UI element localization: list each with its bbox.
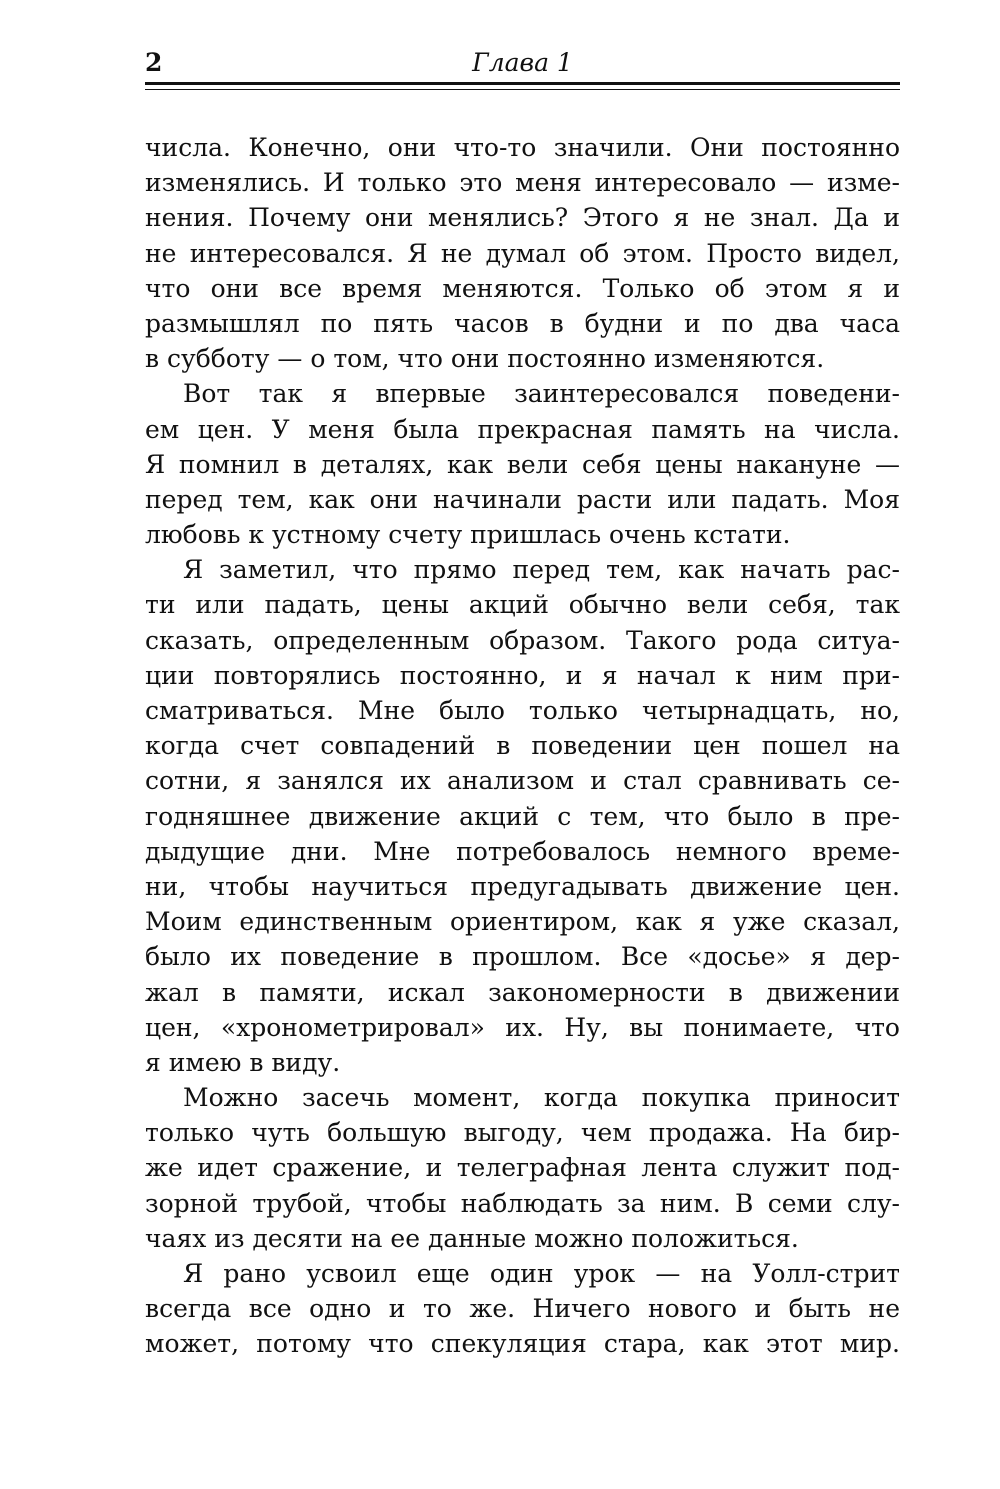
- text-line: в субботу — о том, что они постоянно изменяются.: [145, 344, 825, 374]
- text-line: зорной трубой, чтобы наблюдать за ним. В семи слу-: [145, 1188, 900, 1218]
- text-line: Я рано усвоил еще один урок — на Уолл-стрит: [183, 1259, 900, 1288]
- text-line: было их поведение в прошлом. Все «досье» я дер-: [145, 942, 900, 972]
- text-line: цен, «хронометрировал» их. Ну, вы понимаете, что: [145, 1012, 900, 1042]
- text-line: сматриваться. Мне было только четырнадцать, но,: [145, 696, 900, 725]
- text-line: всегда все одно и то же. Ничего нового и быть не: [145, 1294, 900, 1324]
- paragraph: [145, 1256, 900, 1362]
- text-line: Вот так я впервые заинтересовался поведени-: [183, 379, 900, 409]
- text-line: дыдущие дни. Мне потребовалось немного време-: [145, 836, 900, 866]
- paragraph: [145, 130, 900, 376]
- text-line: не интересовался. Я не думал об этом. Просто видел,: [145, 238, 900, 268]
- text-line: изменялись. И только это меня интересовало — изме-: [145, 168, 900, 198]
- text-line: ем цен. У меня была прекрасная память на числа.: [145, 414, 900, 444]
- paragraph: [145, 1080, 900, 1256]
- text-line: Я помнил в деталях, как вели себя цены накануне —: [145, 449, 900, 479]
- text-line: когда счет совпадений в поведении цен пошел на: [145, 731, 900, 761]
- text-line: жал в памяти, искал закономерности в движении: [145, 977, 900, 1007]
- text-line: ти или падать, цены акций обычно вели себя, так: [145, 590, 900, 620]
- text-line: чаях из десяти на ее данные можно положиться.: [145, 1223, 799, 1253]
- header-rule-thick: [145, 82, 900, 85]
- text-line: любовь к устному счету пришлась очень кстати.: [145, 520, 791, 550]
- text-line: нения. Почему они менялись? Этого я не знал. Да и: [145, 203, 900, 233]
- text-line: Моим единственным ориентиром, как я уже сказал,: [145, 907, 900, 937]
- text-line: я имею в виду.: [145, 1047, 341, 1077]
- body-text: [145, 130, 900, 1362]
- text-line: годняшнее движение акций с тем, что было в пре-: [145, 801, 900, 831]
- text-line: перед тем, как они начинали расти или падать. Моя: [145, 484, 900, 514]
- text-line: Можно засечь момент, когда покупка приносит: [183, 1083, 900, 1113]
- chapter-title: Глава 1: [472, 48, 573, 77]
- header-rule-thin: [145, 89, 900, 90]
- text-line: сотни, я занялся их анализом и стал сравнивать се-: [145, 766, 900, 796]
- text-line: размышлял по пять часов в будни и по два часа: [145, 308, 900, 338]
- text-line: же идет сражение, и телеграфная лента служит под-: [145, 1153, 900, 1183]
- text-line: только чуть большую выгоду, чем продажа. На бир-: [145, 1118, 900, 1148]
- page-number: 2: [145, 48, 163, 77]
- running-header: [145, 44, 900, 84]
- text-line: ции повторялись постоянно, и я начал к ним при-: [145, 660, 900, 690]
- text-line: ни, чтобы научиться предугадывать движение цен.: [145, 871, 900, 901]
- text-line: Я заметил, что прямо перед тем, как начать рас-: [183, 555, 900, 585]
- text-line: числа. Конечно, они что-то значили. Они постоянно: [145, 133, 900, 162]
- text-line: что они все время меняются. Только об этом я и: [145, 273, 900, 303]
- paragraph: [145, 552, 900, 1080]
- text-line: сказать, определенным образом. Такого рода ситуа-: [145, 625, 900, 655]
- paragraph: [145, 376, 900, 552]
- text-line: может, потому что спекуляция стара, как этот мир.: [145, 1329, 900, 1359]
- book-page: [145, 44, 900, 1359]
